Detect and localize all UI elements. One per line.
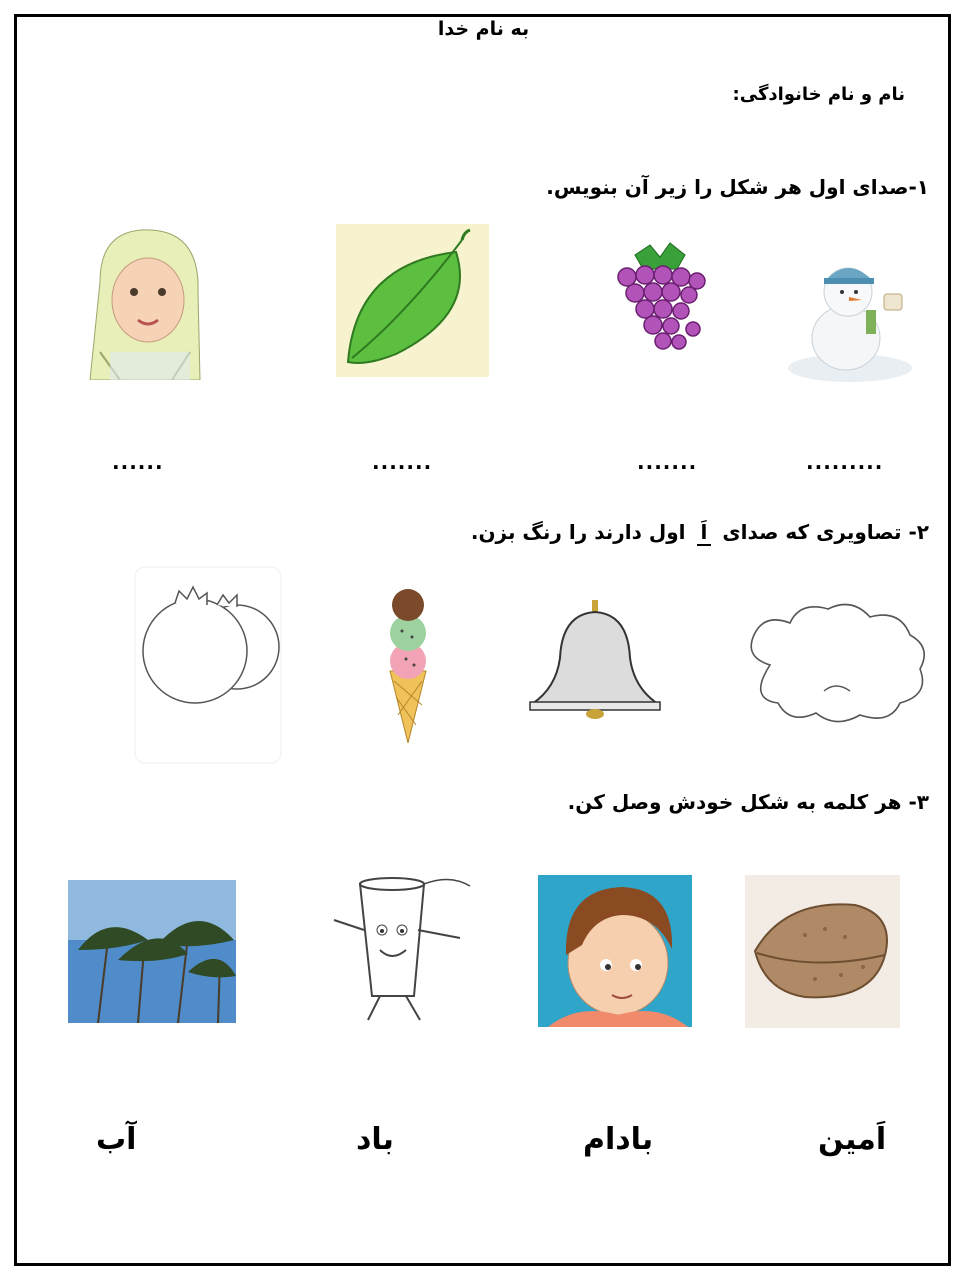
- question-2-text-after: اول دارند را رنگ بزن.: [470, 520, 686, 544]
- word-badam[interactable]: بادام: [583, 1122, 654, 1157]
- answer-blank-leaf[interactable]: .......: [372, 450, 433, 474]
- leaf-icon: [336, 224, 489, 377]
- question-2-text-before: ۲- تصاویری که صدای: [722, 520, 929, 544]
- answer-blank-snowman[interactable]: .........: [806, 450, 884, 474]
- girl-icon: [80, 222, 215, 380]
- water-glass-icon: [320, 870, 480, 1025]
- bell-icon: [520, 600, 670, 720]
- name-field-label: نام و نام خانوادگی:: [732, 84, 905, 105]
- almond-icon: [745, 875, 900, 1028]
- question-2-sound: اَ: [697, 520, 712, 546]
- ice-cream-icon: [378, 585, 438, 745]
- question-1-instruction: ۱-صدای اول هر شکل را زیر آن بنویس.: [546, 175, 929, 199]
- question-3-instruction: ۳- هر کلمه به شکل خودش وصل کن.: [567, 790, 929, 814]
- pomegranate-icon: [133, 565, 283, 765]
- cloud-icon: [740, 595, 932, 730]
- word-amin[interactable]: اَمین: [818, 1122, 887, 1157]
- page-title: به نام خدا: [437, 18, 530, 40]
- answer-blank-grapes[interactable]: .......: [637, 450, 698, 474]
- word-ab[interactable]: آب: [96, 1122, 137, 1157]
- word-bad[interactable]: باد: [356, 1122, 394, 1157]
- snowman-icon: [780, 250, 920, 390]
- grapes-icon: [605, 225, 715, 360]
- answer-blank-girl[interactable]: ......: [112, 450, 164, 474]
- question-2-instruction: [471, 520, 929, 546]
- boy-icon: [538, 875, 692, 1027]
- wind-trees-icon: [68, 880, 236, 1023]
